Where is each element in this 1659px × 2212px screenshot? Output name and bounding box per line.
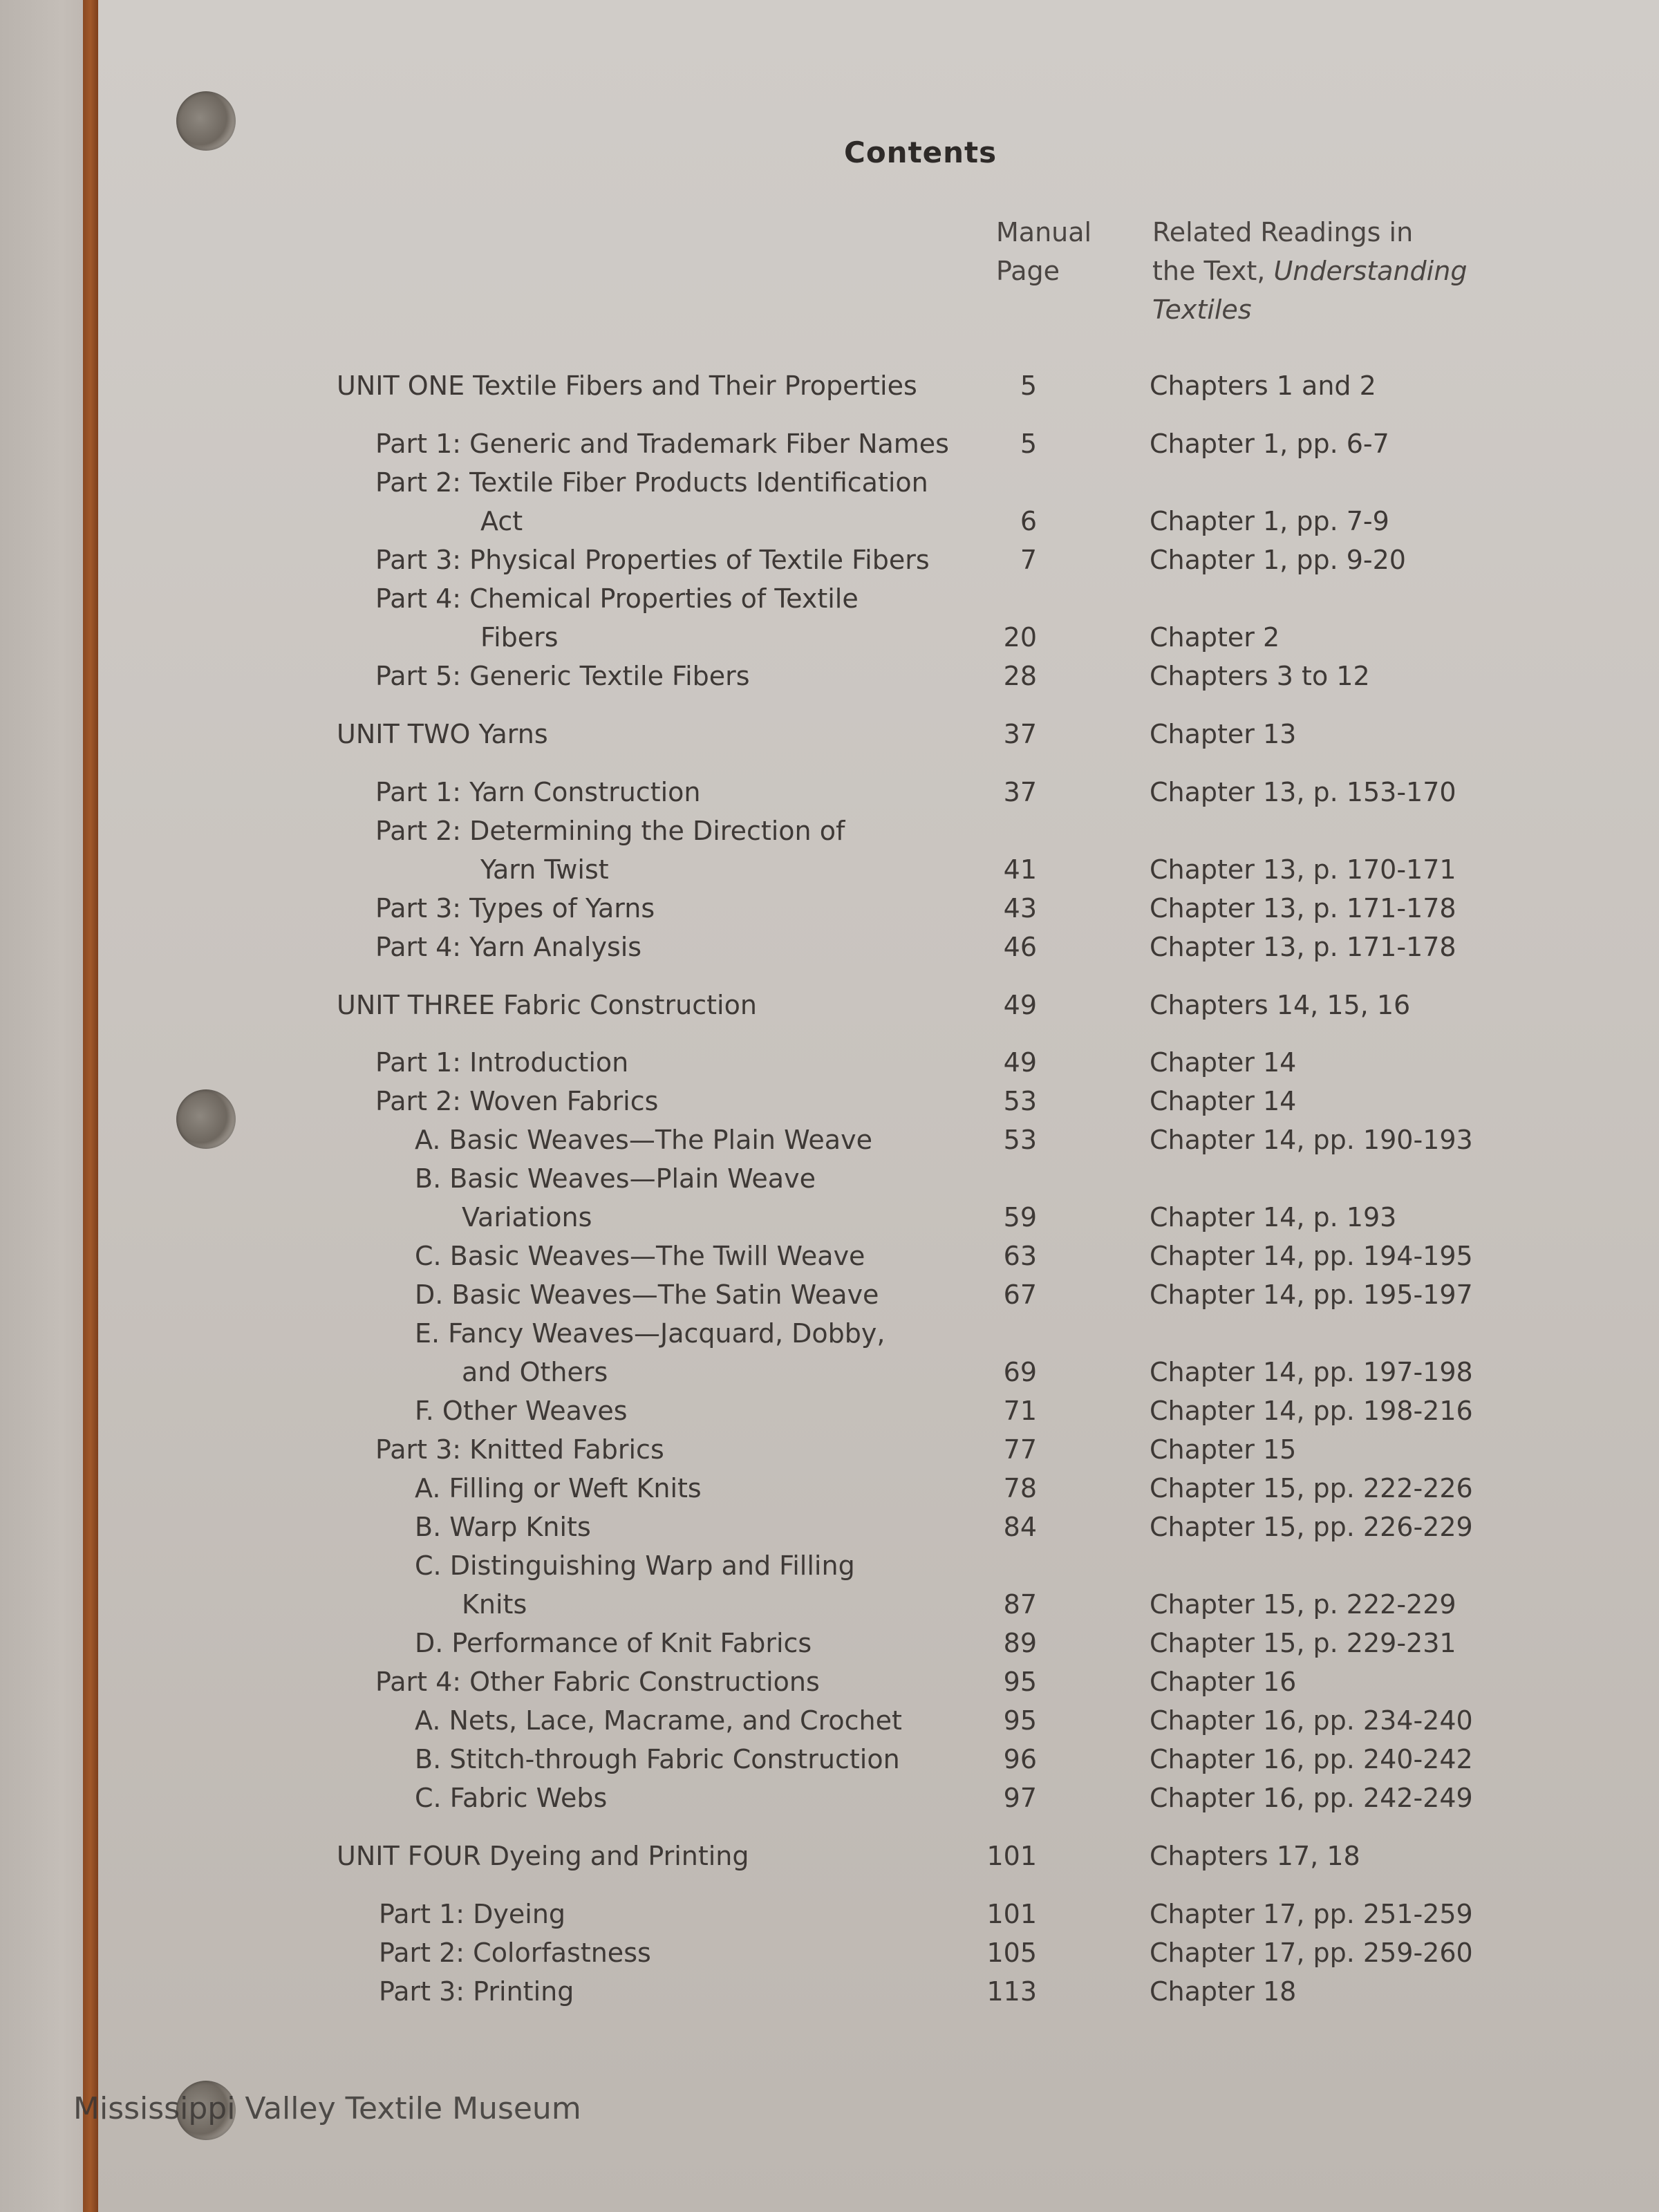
toc-entry-reading: Chapter 16 bbox=[1150, 1667, 1297, 1697]
toc-entry-reading: Chapter 2 bbox=[1150, 622, 1280, 653]
toc-row bbox=[0, 1546, 1659, 1585]
toc-entry-reading: Chapter 15, pp. 222-226 bbox=[1150, 1473, 1473, 1503]
toc-entry-label: Part 1: Yarn Construction bbox=[375, 777, 701, 807]
toc-entry-label: Part 1: Dyeing bbox=[379, 1899, 566, 1929]
toc-entry-label: UNIT THREE Fabric Construction bbox=[337, 990, 757, 1020]
toc-entry-reading: Chapter 14, pp. 190-193 bbox=[1150, 1125, 1473, 1155]
toc-entry-reading: Chapter 13 bbox=[1150, 719, 1297, 749]
toc-entry-page: 59 bbox=[1003, 1202, 1037, 1232]
toc-row bbox=[0, 1779, 1659, 1817]
toc-entry-page: 101 bbox=[986, 1841, 1037, 1871]
toc-row bbox=[0, 850, 1659, 889]
toc-entry-reading: Chapter 14 bbox=[1150, 1047, 1297, 1078]
toc-entry-label: Part 1: Introduction bbox=[375, 1047, 629, 1078]
toc-row bbox=[0, 812, 1659, 850]
related-header-line2 bbox=[1152, 252, 1467, 290]
toc-entry-label: Part 2: Determining the Direction of bbox=[375, 816, 845, 846]
toc-entry-reading: Chapters 1 and 2 bbox=[1150, 371, 1376, 401]
toc-entry-label: Part 4: Chemical Properties of Textile bbox=[375, 583, 859, 614]
toc-row bbox=[0, 502, 1659, 541]
toc-entry-label: A. Filling or Weft Knits bbox=[415, 1473, 702, 1503]
toc-entry-label: UNIT FOUR Dyeing and Printing bbox=[337, 1841, 749, 1871]
toc-entry-page: 87 bbox=[1003, 1589, 1037, 1620]
toc-entry-page: 95 bbox=[1003, 1667, 1037, 1697]
toc-row bbox=[0, 1585, 1659, 1624]
toc-entry-label: B. Warp Knits bbox=[415, 1512, 591, 1542]
toc-row bbox=[0, 424, 1659, 463]
toc-entry-page: 7 bbox=[1020, 545, 1037, 575]
related-header-line3 bbox=[1152, 290, 1467, 329]
toc-entry-label: Knits bbox=[462, 1589, 527, 1620]
toc-entry-label: Variations bbox=[462, 1202, 592, 1232]
toc-entry-reading: Chapter 14, pp. 198-216 bbox=[1150, 1396, 1473, 1426]
toc-entry-label: Part 3: Knitted Fabrics bbox=[375, 1434, 664, 1465]
toc-row bbox=[0, 1972, 1659, 2011]
toc-entry-label: A. Basic Weaves—The Plain Weave bbox=[415, 1125, 872, 1155]
toc-entry-page: 101 bbox=[986, 1899, 1037, 1929]
toc-entry-page: 84 bbox=[1003, 1512, 1037, 1542]
watermark: Mississippi Valley Textile Museum bbox=[73, 2091, 581, 2126]
toc-entry-label: Part 4: Other Fabric Constructions bbox=[375, 1667, 820, 1697]
toc-row bbox=[0, 657, 1659, 695]
toc-entry-label: Part 3: Printing bbox=[379, 1976, 574, 2007]
toc-row bbox=[0, 1624, 1659, 1662]
toc-row bbox=[0, 986, 1659, 1024]
toc-entry-page: 89 bbox=[1003, 1628, 1037, 1658]
toc-row bbox=[0, 1508, 1659, 1546]
toc-entry-label: F. Other Weaves bbox=[415, 1396, 628, 1426]
toc-row bbox=[0, 1391, 1659, 1430]
toc-entry-page: 113 bbox=[986, 1976, 1037, 2007]
toc-entry-label: Part 2: Textile Fiber Products Identification bbox=[375, 467, 928, 498]
toc-entry-page: 49 bbox=[1003, 1047, 1037, 1078]
toc-entry-page: 53 bbox=[1003, 1086, 1037, 1116]
toc-entry-page: 95 bbox=[1003, 1705, 1037, 1736]
toc-entry-reading: Chapter 17, pp. 251-259 bbox=[1150, 1899, 1473, 1929]
toc-row bbox=[0, 1430, 1659, 1469]
related-header-line1: Related Readings in bbox=[1152, 217, 1414, 247]
toc-entry-label: B. Stitch-through Fabric Construction bbox=[415, 1744, 900, 1774]
toc-entry-reading: Chapter 1, pp. 7-9 bbox=[1150, 506, 1389, 536]
toc-entry-label: Part 1: Generic and Trademark Fiber Names bbox=[375, 429, 949, 459]
toc-entry-page: 28 bbox=[1003, 661, 1037, 691]
toc-entry-reading: Chapters 14, 15, 16 bbox=[1150, 990, 1411, 1020]
toc-entry-page: 53 bbox=[1003, 1125, 1037, 1155]
toc-row bbox=[0, 1895, 1659, 1933]
toc-row bbox=[0, 1237, 1659, 1275]
manual-page-header bbox=[996, 213, 1091, 290]
toc-entry-label: Part 3: Physical Properties of Textile Fibers bbox=[375, 545, 930, 575]
toc-entry-label: Part 4: Yarn Analysis bbox=[375, 932, 642, 962]
toc-entry-reading: Chapter 13, p. 171-178 bbox=[1150, 893, 1456, 924]
toc-row bbox=[0, 1701, 1659, 1740]
toc-entry-label: Act bbox=[480, 506, 523, 536]
toc-entry-reading: Chapter 14, p. 193 bbox=[1150, 1202, 1397, 1232]
book-title-part1: Understanding bbox=[1273, 256, 1468, 286]
toc-entry-reading: Chapter 14 bbox=[1150, 1086, 1297, 1116]
page-title: Contents bbox=[844, 135, 997, 169]
toc-entry-reading: Chapter 15, p. 229-231 bbox=[1150, 1628, 1456, 1658]
toc-entry-label: C. Basic Weaves—The Twill Weave bbox=[415, 1241, 865, 1271]
toc-entry-label: C. Fabric Webs bbox=[415, 1783, 608, 1813]
toc-row bbox=[0, 928, 1659, 966]
toc-entry-label: B. Basic Weaves—Plain Weave bbox=[415, 1163, 816, 1194]
toc-entry-label: E. Fancy Weaves—Jacquard, Dobby, bbox=[415, 1318, 885, 1349]
toc-entry-reading: Chapters 3 to 12 bbox=[1150, 661, 1370, 691]
toc-entry-reading: Chapter 16, pp. 234-240 bbox=[1150, 1705, 1473, 1736]
toc-row bbox=[0, 1353, 1659, 1391]
toc-entry-page: 49 bbox=[1003, 990, 1037, 1020]
toc-entry-label: Part 2: Colorfastness bbox=[379, 1938, 651, 1968]
toc-entry-page: 5 bbox=[1020, 371, 1037, 401]
toc-row bbox=[0, 618, 1659, 657]
toc-entry-reading: Chapter 13, p. 170-171 bbox=[1150, 854, 1456, 885]
toc-entry-page: 37 bbox=[1003, 777, 1037, 807]
manual-header-line1: Manual bbox=[996, 217, 1092, 247]
toc-entry-label: Part 3: Types of Yarns bbox=[375, 893, 655, 924]
toc-entry-page: 63 bbox=[1003, 1241, 1037, 1271]
toc-entry-page: 5 bbox=[1020, 429, 1037, 459]
toc-entry-page: 41 bbox=[1003, 854, 1037, 885]
toc-row bbox=[0, 1082, 1659, 1121]
toc-entry-reading: Chapter 15, p. 222-229 bbox=[1150, 1589, 1456, 1620]
toc-row bbox=[0, 1159, 1659, 1198]
toc-entry-label: and Others bbox=[462, 1357, 608, 1387]
toc-row bbox=[0, 773, 1659, 812]
toc-entry-reading: Chapter 15 bbox=[1150, 1434, 1297, 1465]
toc-entry-page: 67 bbox=[1003, 1280, 1037, 1310]
toc-entry-reading: Chapter 14, pp. 197-198 bbox=[1150, 1357, 1473, 1387]
toc-entry-page: 96 bbox=[1003, 1744, 1037, 1774]
toc-entry-reading: Chapter 13, p. 153-170 bbox=[1150, 777, 1456, 807]
toc-entry-reading: Chapter 1, pp. 9-20 bbox=[1150, 545, 1406, 575]
toc-entry-page: 97 bbox=[1003, 1783, 1037, 1813]
toc-entry-reading: Chapter 15, pp. 226-229 bbox=[1150, 1512, 1473, 1542]
toc-entry-label: Yarn Twist bbox=[480, 854, 609, 885]
toc-row bbox=[0, 463, 1659, 502]
toc-row bbox=[0, 579, 1659, 618]
toc-entry-page: 69 bbox=[1003, 1357, 1037, 1387]
toc-entry-page: 46 bbox=[1003, 932, 1037, 962]
toc-entry-reading: Chapter 17, pp. 259-260 bbox=[1150, 1938, 1473, 1968]
related-header-prefix: the Text, bbox=[1152, 256, 1266, 286]
toc-entry-label: UNIT ONE Textile Fibers and Their Properties bbox=[337, 371, 917, 401]
toc-entry-reading: Chapter 13, p. 171-178 bbox=[1150, 932, 1456, 962]
toc-row bbox=[0, 1662, 1659, 1701]
toc-row bbox=[0, 366, 1659, 405]
toc-entry-label: UNIT TWO Yarns bbox=[337, 719, 548, 749]
toc-row bbox=[0, 541, 1659, 579]
toc-row bbox=[0, 889, 1659, 928]
toc-entry-label: D. Performance of Knit Fabrics bbox=[415, 1628, 812, 1658]
toc-entry-page: 37 bbox=[1003, 719, 1037, 749]
toc-entry-page: 77 bbox=[1003, 1434, 1037, 1465]
toc-entry-label: Part 5: Generic Textile Fibers bbox=[375, 661, 750, 691]
toc-entry-reading: Chapter 14, pp. 195-197 bbox=[1150, 1280, 1473, 1310]
toc-entry-label: A. Nets, Lace, Macrame, and Crochet bbox=[415, 1705, 902, 1736]
toc-row bbox=[0, 1198, 1659, 1237]
toc-entry-page: 43 bbox=[1003, 893, 1037, 924]
toc-entry-page: 78 bbox=[1003, 1473, 1037, 1503]
toc-entry-label: C. Distinguishing Warp and Filling bbox=[415, 1550, 855, 1581]
toc-entry-page: 105 bbox=[986, 1938, 1037, 1968]
toc-entry-page: 20 bbox=[1003, 622, 1037, 653]
toc-entry-reading: Chapters 17, 18 bbox=[1150, 1841, 1360, 1871]
toc-entry-reading: Chapter 1, pp. 6-7 bbox=[1150, 429, 1389, 459]
toc-entry-reading: Chapter 18 bbox=[1150, 1976, 1297, 2007]
toc-entry-label: D. Basic Weaves—The Satin Weave bbox=[415, 1280, 879, 1310]
toc-row bbox=[0, 1314, 1659, 1353]
manual-header-line2: Page bbox=[996, 256, 1060, 286]
toc-row bbox=[0, 1837, 1659, 1875]
toc-row bbox=[0, 1121, 1659, 1159]
toc-row bbox=[0, 1740, 1659, 1779]
toc-entry-reading: Chapter 16, pp. 242-249 bbox=[1150, 1783, 1473, 1813]
related-readings-header bbox=[1152, 213, 1467, 329]
toc-entry-reading: Chapter 14, pp. 194-195 bbox=[1150, 1241, 1473, 1271]
toc-row bbox=[0, 1469, 1659, 1508]
toc-entry-label: Fibers bbox=[480, 622, 559, 653]
binder-hole-top bbox=[176, 91, 236, 151]
toc-row bbox=[0, 1933, 1659, 1972]
toc-entry-page: 71 bbox=[1003, 1396, 1037, 1426]
toc-entry-label: Part 2: Woven Fabrics bbox=[375, 1086, 659, 1116]
toc-entry-page: 6 bbox=[1020, 506, 1037, 536]
toc-entry-reading: Chapter 16, pp. 240-242 bbox=[1150, 1744, 1473, 1774]
toc-row bbox=[0, 1043, 1659, 1082]
book-title-part2: Textiles bbox=[1152, 294, 1252, 325]
toc-row bbox=[0, 715, 1659, 753]
toc-row bbox=[0, 1275, 1659, 1314]
